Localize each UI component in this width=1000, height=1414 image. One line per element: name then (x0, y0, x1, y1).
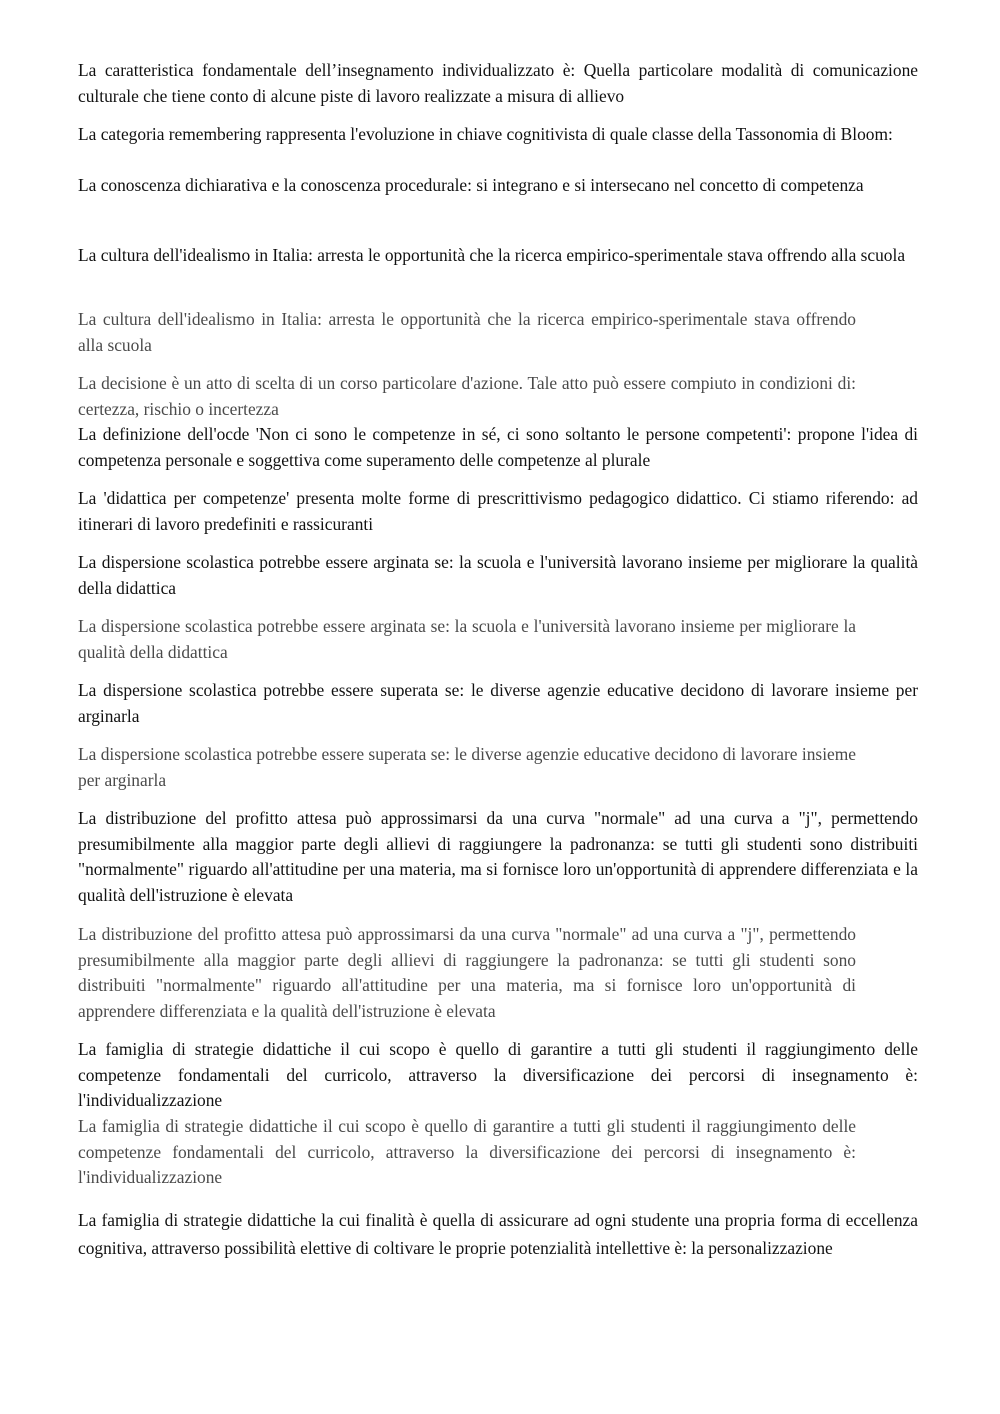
paragraph-dispersion-contained-repeat: La dispersione scolastica potrebbe essere arginata se: la scuola e l'università lavorano insieme per migliorare la qualità della didattica (78, 616, 856, 662)
paragraph-profit-distribution: La distribuzione del profitto attesa può approssimarsi da una curva "normale" ad una curva a "j", permettendo presumibilmente alla maggior parte degli allievi di raggiungere la padronanza: se tutti gli studenti sono distribuiti "normalmente" riguardo all'attitudine per una materia, ma si fornisce loro un'opportunità di apprendere differenziata e la qualità dell'istruzione è elevata (78, 808, 918, 905)
paragraph-individualized-teaching: La caratteristica fondamentale dell’insegnamento individualizzato è: Quella particolare modalità di comunicazione culturale che tiene conto di alcune piste di lavoro realizzate a misura di allievo (78, 60, 918, 106)
paragraph-declarative-procedural: La conoscenza dichiarativa e la conoscenza procedurale: si integrano e si intersecano nel concetto di competenza (78, 175, 864, 195)
paragraph-ocde-definition: La definizione dell'ocde 'Non ci sono le competenze in sé, ci sono soltanto le persone competenti': propone l'idea di competenza personale e soggettiva come superamento delle competenze al plurale (78, 424, 918, 470)
paragraph-individualization-strategy-repeat: La famiglia di strategie didattiche il cui scopo è quello di garantire a tutti gli studenti il raggiungimento delle competenze fondamentali del curricolo, attraverso la diversificazione dei percorsi di insegnamento è: l'individualizzazione (78, 1116, 856, 1188)
paragraph-personalization-strategy: La famiglia di strategie didattiche la cui finalità è quella di assicurare ad ogni studente una propria forma di eccellenza cognitiva, attraverso possibilità elettive di coltivare le proprie potenzialità intellettive è: la personalizzazione (78, 1210, 918, 1258)
paragraph-remembering-category: La categoria remembering rappresenta l'evoluzione in chiave cognitivista di quale classe della Tassonomia di Bloom: (78, 124, 893, 144)
paragraph-individualization-strategy: La famiglia di strategie didattiche il cui scopo è quello di garantire a tutti gli studenti il raggiungimento delle competenze fondamentali del curricolo, attraverso la diversificazione dei percorsi di insegnamento è: l'individualizzazione (78, 1039, 918, 1111)
paragraph-dispersion-overcome-repeat: La dispersione scolastica potrebbe essere superata se: le diverse agenzie educative decidono di lavorare insieme per arginarla (78, 744, 856, 790)
paragraph-profit-distribution-repeat: La distribuzione del profitto attesa può approssimarsi da una curva "normale" ad una curva a "j", permettendo presumibilmente alla maggior parte degli allievi di raggiungere la padronanza: se tutti gli studenti sono distribuiti "normalmente" riguardo all'attitudine per una materia, ma si fornisce loro un'opportunità di apprendere differenziata e la qualità dell'istruzione è elevata (78, 924, 856, 1021)
paragraph-decision-act: La decisione è un atto di scelta di un corso particolare d'azione. Tale atto può essere compiuto in condizioni di: certezza, rischio o incertezza (78, 373, 856, 419)
paragraph-dispersion-overcome: La dispersione scolastica potrebbe essere superata se: le diverse agenzie educative decidono di lavorare insieme per arginarla (78, 680, 918, 726)
paragraph-idealism-culture: La cultura dell'idealismo in Italia: arresta le opportunità che la ricerca empirico-sperimentale stava offrendo alla scuola (78, 245, 906, 265)
paragraph-competence-didactics: La 'didattica per competenze' presenta molte forme di prescrittivismo pedagogico didattico. Ci stiamo riferendo: ad itinerari di lavoro predefiniti e rassicuranti (78, 488, 918, 534)
paragraph-dispersion-contained: La dispersione scolastica potrebbe essere arginata se: la scuola e l'università lavorano insieme per migliorare la qualità della didattica (78, 552, 918, 598)
paragraph-idealism-culture-repeat: La cultura dell'idealismo in Italia: arresta le opportunità che la ricerca empirico-sperimentale stava offrendo alla scuola (78, 309, 856, 355)
